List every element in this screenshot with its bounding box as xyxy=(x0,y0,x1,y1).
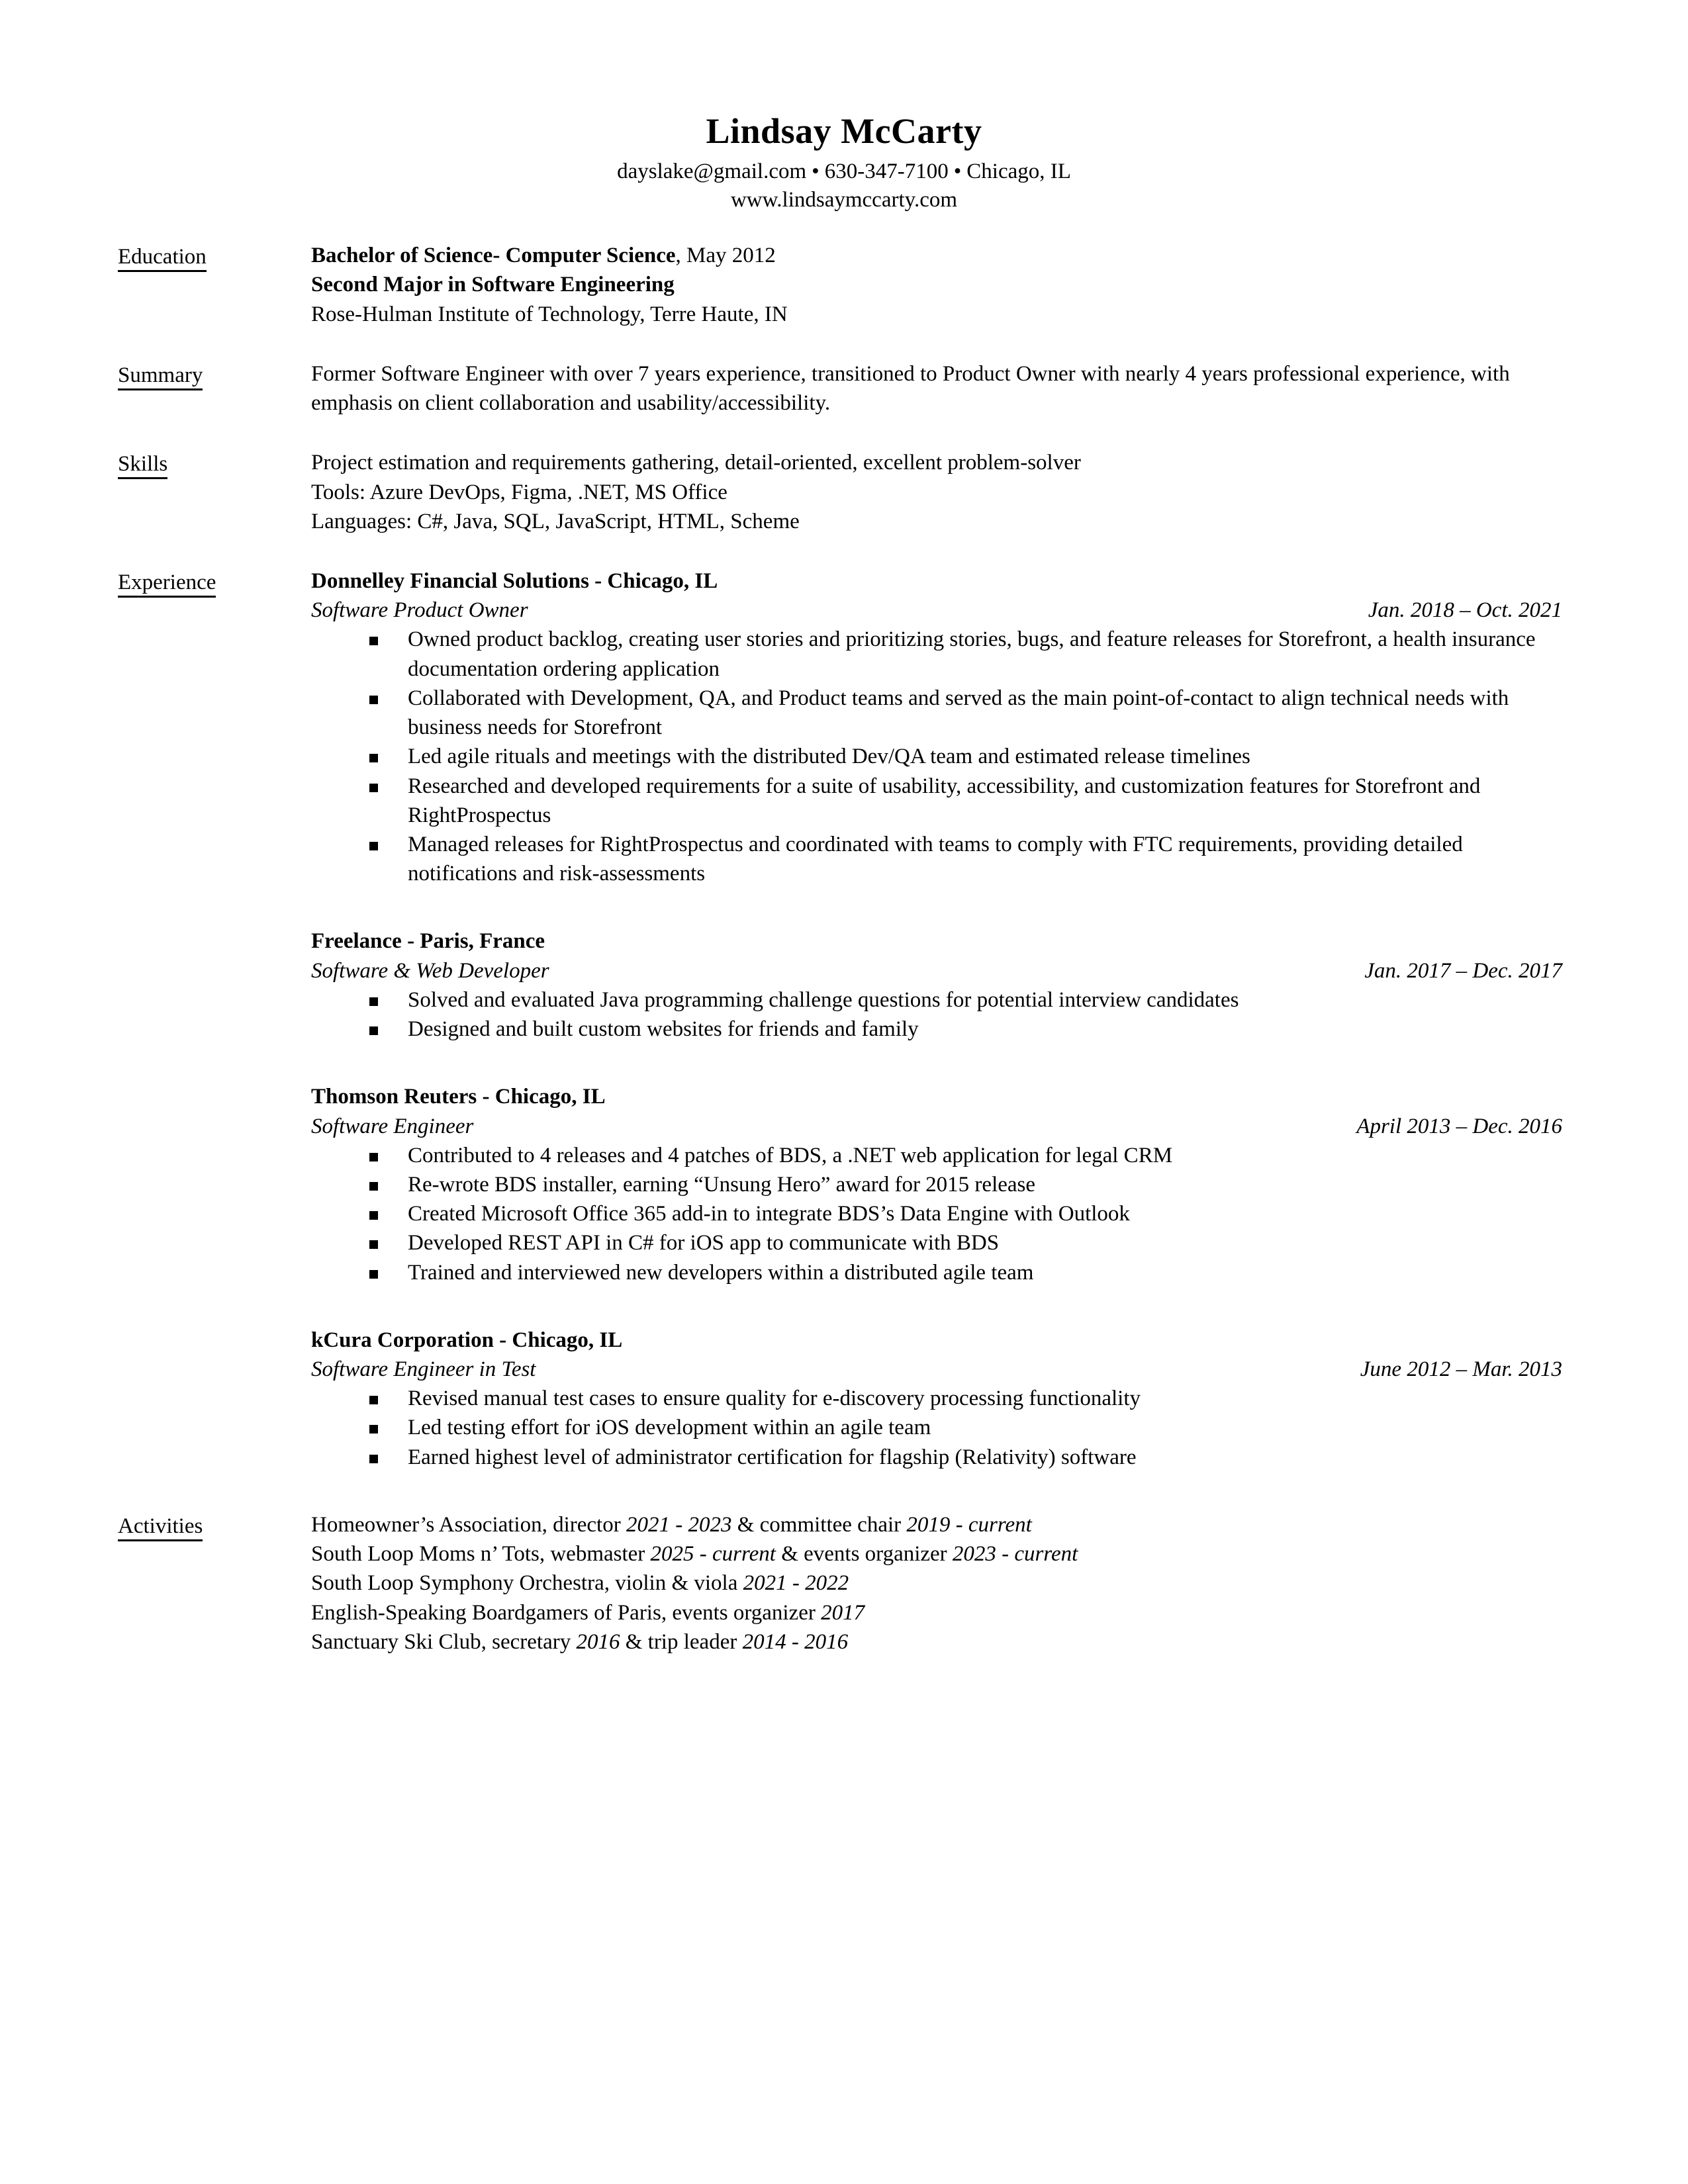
job-role: Software Product Owner xyxy=(311,598,528,623)
section-content-experience xyxy=(311,567,1562,1472)
job-role: Software Engineer xyxy=(311,1114,474,1138)
education-school: Rose-Hulman Institute of Technology, Terre Haute, IN xyxy=(311,302,788,326)
activity-text-b: & committee chair xyxy=(731,1512,907,1537)
contact-line xyxy=(0,158,1688,186)
section-label-skills xyxy=(118,448,311,478)
activity-date-b: 2019 - current xyxy=(906,1512,1032,1537)
job-bullet: Contributed to 4 releases and 4 patches of BDS, a .NET web application for legal CRM xyxy=(369,1141,1562,1170)
section-content-activities xyxy=(311,1510,1562,1657)
skills-line: Tools: Azure DevOps, Figma, .NET, MS Office xyxy=(311,480,727,504)
contact-separator-1: • xyxy=(812,159,820,184)
job-entry xyxy=(311,1082,1562,1287)
job-entry xyxy=(311,567,1562,888)
activity-text-a: Homeowner’s Association, director xyxy=(311,1512,626,1537)
job-entry xyxy=(311,927,1562,1044)
activity-text-a: Sanctuary Ski Club, secretary xyxy=(311,1629,577,1654)
job-role-row xyxy=(311,596,1562,625)
activity-item xyxy=(311,1539,1562,1569)
activity-date-a: 2017 xyxy=(821,1600,865,1625)
section-content-education xyxy=(311,241,1562,329)
education-degree-date: , May 2012 xyxy=(675,244,776,268)
job-bullet: Owned product backlog, creating user stories and prioritizing stories, bugs, and feature releases for Storefront, a health insurance documentation ordering application xyxy=(369,625,1562,683)
section-label-summary-text: Summary xyxy=(118,363,203,390)
job-bullet-list xyxy=(311,1141,1562,1287)
activity-date-b: 2014 - 2016 xyxy=(742,1629,849,1654)
activity-date-a: 2025 - current xyxy=(650,1542,776,1567)
section-label-activities xyxy=(118,1510,311,1541)
education-degree: Bachelor of Science- Computer Science xyxy=(311,244,676,268)
section-label-education-text: Education xyxy=(118,245,207,272)
education-degree-line xyxy=(311,241,1562,270)
section-experience xyxy=(118,567,1562,1472)
resume-header xyxy=(0,0,1688,214)
skills-line: Languages: C#, Java, SQL, JavaScript, HTML, Scheme xyxy=(311,509,800,533)
job-company: Donnelley Financial Solutions - Chicago, IL xyxy=(311,569,718,593)
job-bullet: Revised manual test cases to ensure quality for e-discovery processing functionality xyxy=(369,1384,1562,1413)
resume-body xyxy=(0,241,1688,1657)
section-summary xyxy=(118,359,1562,418)
job-role: Software & Web Developer xyxy=(311,958,549,983)
job-bullet: Led testing effort for iOS development within an agile team xyxy=(369,1413,1562,1442)
section-activities xyxy=(118,1510,1562,1657)
job-entry xyxy=(311,1326,1562,1472)
activity-text-b: & trip leader xyxy=(620,1629,743,1654)
candidate-name: Lindsay McCarty xyxy=(706,111,982,151)
job-bullet: Researched and developed requirements for a suite of usability, accessibility, and customization features for Storefront and RightProspectus xyxy=(369,772,1562,830)
job-dates: Jan. 2017 – Dec. 2017 xyxy=(1364,958,1562,983)
activity-date-b: 2023 - current xyxy=(952,1542,1078,1567)
section-label-experience xyxy=(118,567,311,597)
spacer-summary-skills xyxy=(118,418,1562,448)
job-bullet: Designed and built custom websites for friends and family xyxy=(369,1015,1562,1044)
skills-line: Project estimation and requirements gathering, detail-oriented, excellent problem-solver xyxy=(311,451,1081,475)
section-label-skills-text: Skills xyxy=(118,452,167,479)
job-bullet-list xyxy=(311,1384,1562,1472)
education-second-major: Second Major in Software Engineering xyxy=(311,273,675,297)
job-bullet: Collaborated with Development, QA, and Product teams and served as the main point-of-contact to align technical needs with business needs for Storefront xyxy=(369,684,1562,742)
job-role-row xyxy=(311,1355,1562,1384)
activity-date-a: 2016 xyxy=(576,1629,620,1654)
job-bullet: Created Microsoft Office 365 add-in to integrate BDS’s Data Engine with Outlook xyxy=(369,1199,1562,1228)
job-role-row xyxy=(311,956,1562,985)
job-role: Software Engineer in Test xyxy=(311,1357,536,1382)
section-label-activities-text: Activities xyxy=(118,1514,203,1541)
job-bullet: Solved and evaluated Java programming challenge questions for potential interview candidates xyxy=(369,985,1562,1015)
activity-item xyxy=(311,1569,1562,1598)
section-skills xyxy=(118,448,1562,536)
activity-text-a: English-Speaking Boardgamers of Paris, events organizer xyxy=(311,1600,821,1625)
location-text: Chicago, IL xyxy=(966,159,1071,184)
job-dates: April 2013 – Dec. 2016 xyxy=(1356,1114,1562,1138)
job-company: Freelance - Paris, France xyxy=(311,929,545,954)
email-text: dayslake@gmail.com xyxy=(617,159,807,184)
job-bullet: Re-wrote BDS installer, earning “Unsung Hero” award for 2015 release xyxy=(369,1170,1562,1199)
job-company: Thomson Reuters - Chicago, IL xyxy=(311,1085,606,1109)
job-bullet: Managed releases for RightProspectus and coordinated with teams to comply with FTC requirements, providing detailed notifications and risk-assessments xyxy=(369,830,1562,888)
job-bullet: Developed REST API in C# for iOS app to communicate with BDS xyxy=(369,1228,1562,1257)
activity-date-a: 2021 - 2023 xyxy=(626,1512,732,1537)
activity-date-a: 2021 - 2022 xyxy=(743,1571,849,1596)
job-bullet-list xyxy=(311,985,1562,1044)
contact-separator-2: • xyxy=(953,159,962,184)
job-bullet-list xyxy=(311,625,1562,888)
section-label-experience-text: Experience xyxy=(118,570,216,598)
job-bullet: Led agile rituals and meetings with the distributed Dev/QA team and estimated release timelines xyxy=(369,742,1562,771)
activity-text-b: & events organizer xyxy=(775,1542,953,1567)
activity-text-a: South Loop Moms n’ Tots, webmaster xyxy=(311,1542,651,1567)
activity-item xyxy=(311,1598,1562,1627)
activity-item xyxy=(311,1510,1562,1539)
job-dates: June 2012 – Mar. 2013 xyxy=(1360,1357,1562,1382)
job-dates: Jan. 2018 – Oct. 2021 xyxy=(1368,598,1562,623)
section-label-summary xyxy=(118,359,311,390)
job-company: kCura Corporation - Chicago, IL xyxy=(311,1328,623,1352)
section-education xyxy=(118,241,1562,329)
spacer-education-summary xyxy=(118,329,1562,359)
section-content-skills xyxy=(311,448,1562,536)
job-bullet: Earned highest level of administrator certification for flagship (Relativity) software xyxy=(369,1443,1562,1472)
section-label-education xyxy=(118,241,311,271)
activity-text-a: South Loop Symphony Orchestra, violin & viola xyxy=(311,1571,743,1596)
phone-text: 630-347-7100 xyxy=(824,159,949,184)
activity-item xyxy=(311,1627,1562,1657)
website-line: www.lindsaymccarty.com xyxy=(730,188,958,212)
spacer-skills-experience xyxy=(118,536,1562,567)
section-content-summary: Former Software Engineer with over 7 years experience, transitioned to Product Owner with nearly 4 years professional experience, with emphasis on client collaboration and usability/accessibility. xyxy=(311,361,1510,416)
spacer-experience-activities xyxy=(118,1472,1562,1510)
job-bullet: Trained and interviewed new developers within a distributed agile team xyxy=(369,1258,1562,1287)
job-role-row xyxy=(311,1112,1562,1141)
